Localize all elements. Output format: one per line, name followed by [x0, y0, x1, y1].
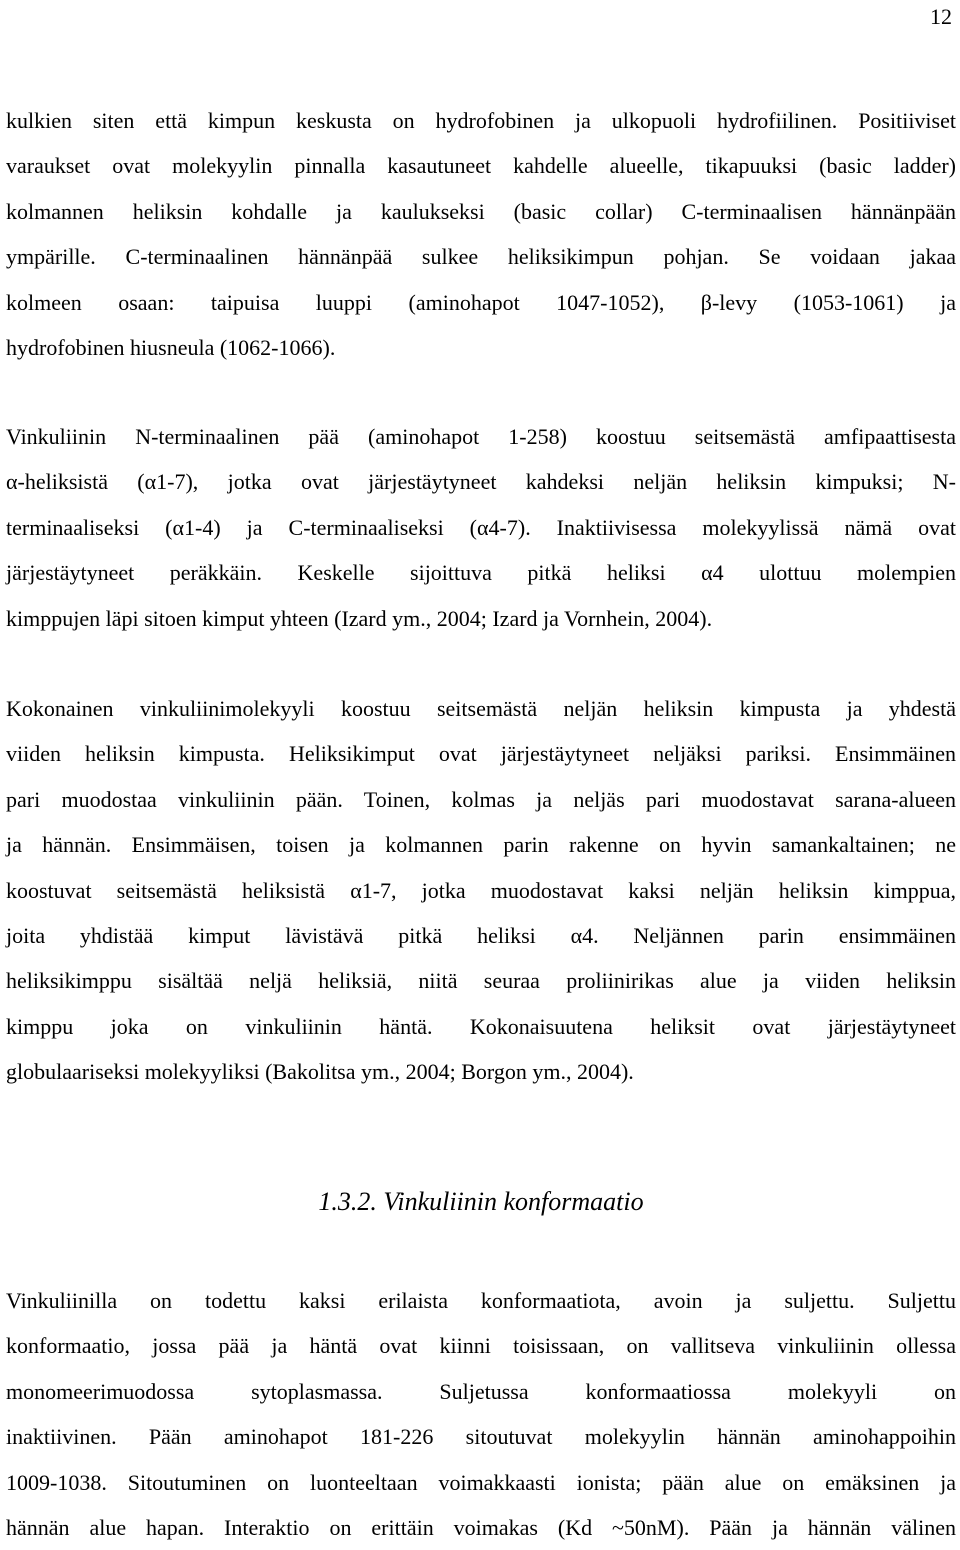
text-line: järjestäytyneet peräkkäin. Keskelle sijoittuva pitkä heliksi α4 ulottuu molempien	[6, 560, 956, 586]
paragraph-helix-bundle-charges	[6, 98, 956, 370]
text-line: Kokonainen vinkuliinimolekyyli koostuu seitsemästä neljän heliksin kimpusta ja yhdestä	[6, 696, 956, 721]
section-heading-text: 1.3.2. Vinkuliinin konformaatio	[318, 1187, 644, 1216]
text-line: viiden heliksin kimpusta. Heliksikimput ovat järjestäytyneet neljäksi pariksi. Ensimmäinen	[6, 741, 956, 767]
text-line: α-heliksistä (α1-7), jotka ovat järjestäytyneet kahdeksi neljän heliksin kimpuksi; N-	[6, 469, 956, 495]
section-heading	[0, 1182, 960, 1222]
text-line: hydrofobinen hiusneula (1062-1066).	[6, 334, 336, 360]
text-line: pari muodostaa vinkuliinin pään. Toinen, kolmas ja neljäs pari muodostavat sarana-alueen	[6, 786, 956, 812]
text-line: terminaaliseksi (α1-4) ja C-terminaaliseksi (α4-7). Inaktiivisessa molekyylissä nämä ovat	[6, 514, 956, 540]
text-line: globulaariseksi molekyyliksi (Bakolitsa ym., 2004; Borgon ym., 2004).	[6, 1059, 634, 1085]
text-line: kolmannen heliksin kohdalle ja kaulukseksi (basic collar) C-terminaalisen hännänpään	[6, 198, 956, 224]
text-line: koostuvat seitsemästä heliksistä α1-7, jotka muodostavat kaksi neljän heliksin kimppua,	[6, 877, 956, 903]
text-line: kolmeen osaan: taipuisa luuppi (aminohapot 1047-1052), β-levy (1053-1061) ja	[6, 289, 956, 315]
paragraph-whole-molecule	[6, 686, 956, 1095]
text-line: ympärille. C-terminaalinen hännänpää sulkee heliksikimpun pohjan. Se voidaan jakaa	[6, 244, 956, 270]
text-line: konformaatio, jossa pää ja häntä ovat kiinni toisissaan, on vallitseva vinkuliinin ollessa	[6, 1333, 956, 1359]
text-line: kulkien siten että kimpun keskusta on hydrofobinen ja ulkopuoli hydrofiilinen. Positiiviset	[6, 108, 956, 133]
text-line: inaktiivinen. Pään aminohapot 181-226 sitoutuvat molekyylin hännän aminohappoihin	[6, 1424, 956, 1450]
text-line: joita yhdistää kimput lävistävä pitkä heliksi α4. Neljännen parin ensimmäinen	[6, 922, 956, 948]
text-line: varaukset ovat molekyylin pinnalla kasautuneet kahdelle alueelle, tikapuuksi (basic ladder)	[6, 153, 956, 179]
text-line: 1009-1038. Sitoutuminen on luonteeltaan voimakkaasti ionista; pään alue on emäksinen ja	[6, 1469, 956, 1495]
text-line: Vinkuliinilla on todettu kaksi erilaista konformaatiota, avoin ja suljettu. Suljettu	[6, 1288, 956, 1313]
text-line: ja hännän. Ensimmäisen, toisen ja kolmannen parin rakenne on hyvin samankaltainen; ne	[6, 832, 956, 858]
paragraph-conformation	[6, 1278, 956, 1550]
text-line: kimppu joka on vinkuliinin häntä. Kokonaisuutena heliksit ovat järjestäytyneet	[6, 1013, 956, 1039]
paragraph-n-terminal-head	[6, 414, 956, 641]
text-line: heliksikimppu sisältää neljä heliksiä, niitä seuraa proliinirikas alue ja viiden heliksin	[6, 968, 956, 994]
text-line: Vinkuliinin N-terminaalinen pää (aminohapot 1-258) koostuu seitsemästä amfipaattisesta	[6, 424, 956, 449]
page-number: 12	[930, 4, 952, 29]
text-line: kimppujen läpi sitoen kimput yhteen (Izard ym., 2004; Izard ja Vornhein, 2004).	[6, 605, 713, 631]
text-line: monomeerimuodossa sytoplasmassa. Suljetussa konformaatiossa molekyyli on	[6, 1378, 956, 1404]
text-line: hännän alue hapan. Interaktio on erittäin voimakas (Kd ~50nM). Pään ja hännän välinen	[6, 1514, 956, 1540]
